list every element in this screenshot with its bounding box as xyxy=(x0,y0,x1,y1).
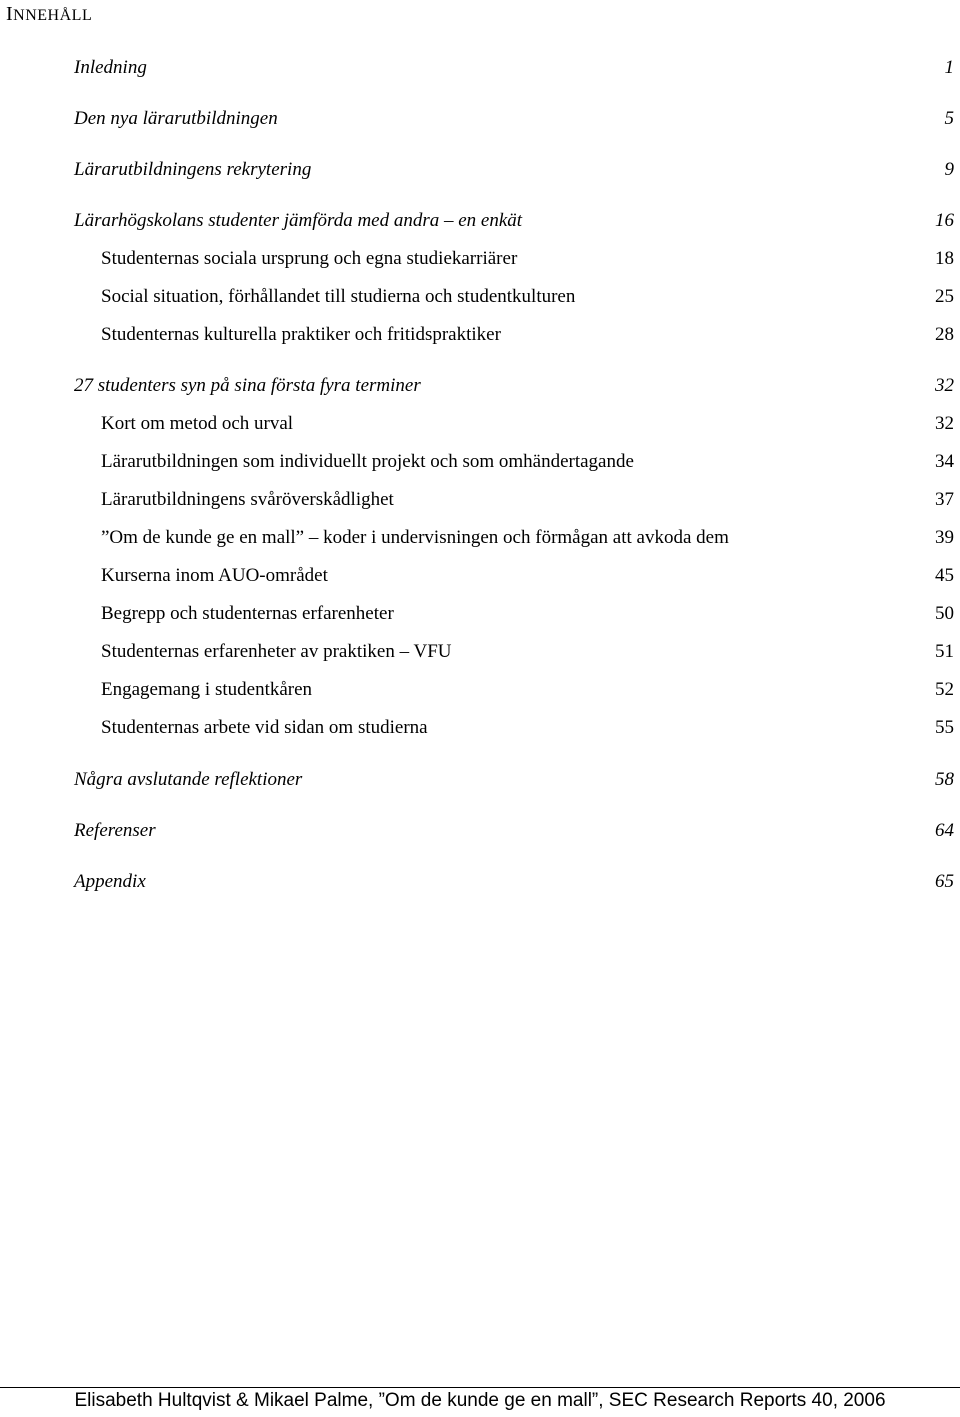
heading-initial: I xyxy=(6,3,14,25)
toc-entry-title: Några avslutande reflektioner xyxy=(74,769,303,790)
heading-rest: NNEHÅLL xyxy=(13,7,93,24)
toc-subentry-title: Kurserna inom AUO-området xyxy=(101,565,328,586)
toc-entry-title: Den nya lärarutbildningen xyxy=(74,108,278,129)
toc-subentry-title: Lärarutbildningens svåröverskådlighet xyxy=(101,489,394,510)
toc-subentry-page: 32 xyxy=(935,413,954,434)
toc-subentry-title: Studenternas sociala ursprung och egna studiekarriärer xyxy=(101,248,518,269)
toc-entry-title: Lärarutbildningens rekrytering xyxy=(74,159,312,180)
toc-entry-page: 58 xyxy=(935,769,954,790)
toc-subentry-title: Lärarutbildningen som individuellt projekt och som omhändertagande xyxy=(101,451,634,472)
toc-entry-title: 27 studenters syn på sina första fyra terminer xyxy=(74,375,421,396)
toc-entry-page: 65 xyxy=(935,871,954,892)
toc-subentry-page: 50 xyxy=(935,603,954,624)
footer-divider xyxy=(0,1387,960,1388)
toc-entry-page: 32 xyxy=(935,375,954,396)
toc-entry-page: 16 xyxy=(935,210,954,231)
toc-subentry-title: Begrepp och studenternas erfarenheter xyxy=(101,603,394,624)
toc-entry-title: Appendix xyxy=(74,871,146,892)
toc-entry-title: Inledning xyxy=(74,57,147,78)
page-footer: Elisabeth Hultqvist & Mikael Palme, ”Om de kunde ge en mall”, SEC Research Reports 40, 2006 xyxy=(74,1390,886,1411)
toc-subentry-page: 52 xyxy=(935,679,954,700)
toc-subentry-page: 28 xyxy=(935,324,954,345)
toc-subentry-page: 45 xyxy=(935,565,954,586)
toc-subentry-page: 39 xyxy=(935,527,954,548)
toc-subentry-title: Engagemang i studentkåren xyxy=(101,679,313,700)
toc-subentry-title: Studenternas kulturella praktiker och fritidspraktiker xyxy=(101,324,501,345)
toc-subentry-page: 37 xyxy=(935,489,954,510)
toc-subentry-title: Kort om metod och urval xyxy=(101,413,294,434)
toc-entry-page: 5 xyxy=(944,108,954,129)
toc-subentry-page: 25 xyxy=(935,286,954,307)
toc-subentry-title: Studenternas arbete vid sidan om studierna xyxy=(101,717,428,738)
toc-subentry-page: 18 xyxy=(935,248,954,269)
toc-entry-page: 9 xyxy=(944,159,954,180)
toc-subentry-title: Studenternas erfarenheter av praktiken – VFU xyxy=(101,641,452,662)
toc-subentry-title: Social situation, förhållandet till studierna och studentkulturen xyxy=(101,286,576,307)
toc-subentry-page: 55 xyxy=(935,717,954,738)
toc-subentry-page: 34 xyxy=(935,451,954,472)
toc-entry-title: Lärarhögskolans studenter jämförda med andra – en enkät xyxy=(74,210,523,231)
toc-subentry-page: 51 xyxy=(935,641,954,662)
toc-entry-title: Referenser xyxy=(74,820,156,841)
toc-entry-page: 64 xyxy=(935,820,954,841)
toc-subentry-title: ”Om de kunde ge en mall” – koder i undervisningen och förmågan att avkoda dem xyxy=(101,527,729,548)
toc-entry-page: 1 xyxy=(944,57,954,78)
